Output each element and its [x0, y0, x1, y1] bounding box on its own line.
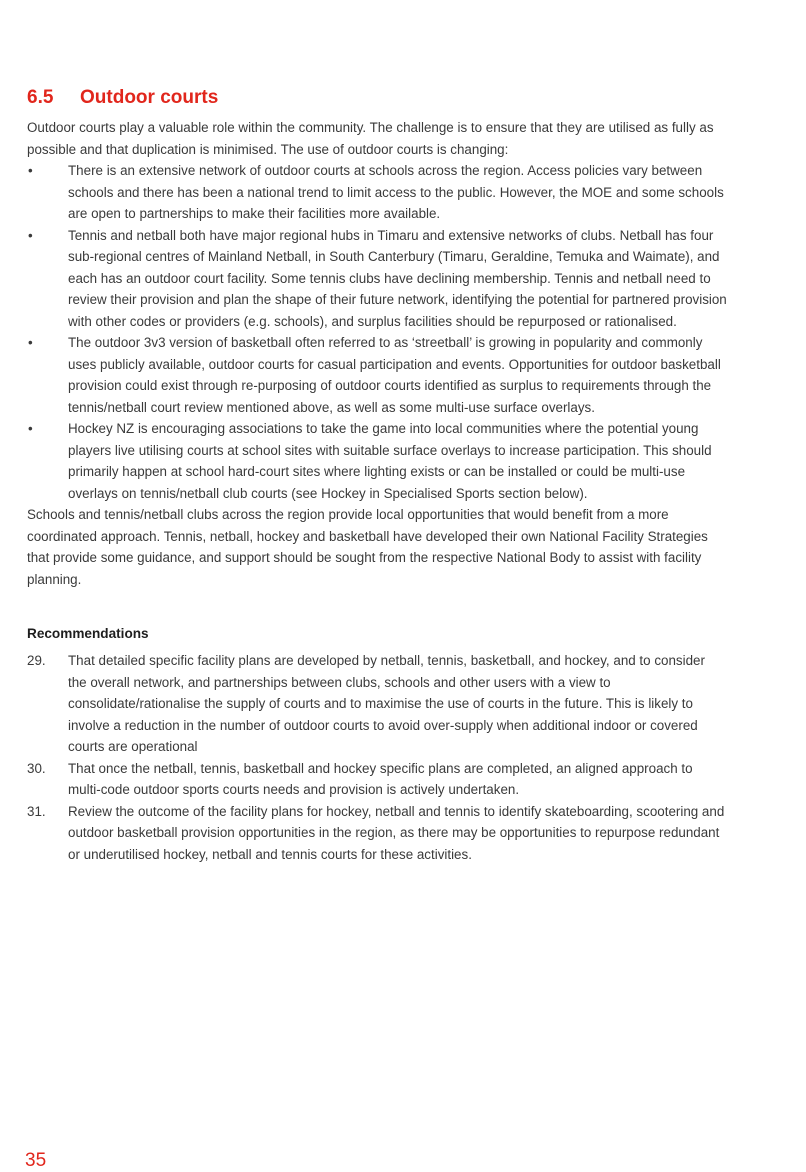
recommendation-number: 31.: [27, 803, 46, 819]
closing-paragraph: Schools and tennis/netball clubs across the region provide local opportunities that would benefit from a more coordinated approach. Tennis, netball, hockey and basketball have developed their own National Facility Strategies that provide some guidance, and support should be sought from the respective National Body to assist with facility planning.: [27, 507, 708, 587]
list-item: [27, 225, 727, 333]
list-item: [27, 332, 727, 418]
list-item: [27, 650, 727, 758]
recommendations-list: [27, 650, 727, 865]
list-item: [27, 758, 727, 801]
section-heading: [27, 86, 727, 110]
list-item: [27, 801, 727, 866]
intro-paragraph: Outdoor courts play a valuable role within the community. The challenge is to ensure that they are utilised as fully as possible and that duplication is minimised. The use of outdoor courts is changing:: [27, 120, 714, 157]
bullet-text: Hockey NZ is encouraging associations to take the game into local communities where the potential young players live utilising courts at school sites with suitable surface overlays to increase participation. This should primarily happen at school hard-court sites where lighting exists or can be installed or could be multi-use overlays on tennis/netball club courts (see Hockey in Specialised Sports section below).: [68, 421, 712, 501]
bullet-text: The outdoor 3v3 version of basketball often referred to as ‘streetball’ is growing in popularity and commonly uses publicly available, outdoor courts for casual participation and events. Opportunities for outdoor basketball provision could exist through re-purposing of outdoor courts identified as surplus to requirements through the tennis/netball court review mentioned above, as well as some multi-use surface overlays.: [68, 335, 721, 415]
list-item: [27, 418, 727, 504]
bullet-text: There is an extensive network of outdoor courts at schools across the region. Access policies vary between schools and there has been a national trend to limit access to the public. However, the MOE and some schools are open to partnerships to make their facilities more available.: [68, 163, 724, 221]
section-title: Outdoor courts: [80, 87, 219, 108]
recommendation-text: Review the outcome of the facility plans for hockey, netball and tennis to identify skateboarding, scootering and outdoor basketball provision opportunities in the region, as there may be opportunities to repurpose redundant or underutilised hockey, netball and tennis courts for these activities.: [68, 803, 725, 862]
section-number: 6.5: [27, 87, 54, 108]
recommendation-text: That once the netball, tennis, basketball and hockey specific plans are completed, an aligned approach to multi-code outdoor sports courts needs and provision is actively undertaken.: [68, 760, 693, 797]
bullet-text: Tennis and netball both have major regional hubs in Timaru and extensive networks of clubs. Netball has four sub-regional centres of Mainland Netball, in South Canterbury (Timaru, Geraldine, Temuka and Waimate), and each has an outdoor court facility. Some tennis clubs have declining membership. Tennis and netball need to review their provision and plan the shape of their future network, identifying the potential for partnered provision with other codes or providers (e.g. schools), and surplus facilities should be repurposed or rationalised.: [68, 227, 727, 329]
list-item: [27, 160, 727, 225]
bullet-icon: •: [28, 335, 33, 350]
recommendation-number: 30.: [27, 760, 46, 776]
page-content: [27, 86, 727, 865]
bullet-list: [27, 160, 727, 504]
bullet-icon: •: [28, 227, 33, 243]
recommendations-heading: Recommendations: [27, 626, 149, 641]
page-number: 35: [25, 1150, 47, 1171]
recommendation-number: 29.: [27, 653, 46, 668]
bullet-icon: •: [28, 163, 33, 178]
recommendation-text: That detailed specific facility plans are developed by netball, tennis, basketball, and hockey, and to consider the overall network, and partnerships between clubs, schools and other users with a view to consolidate/rationalise the supply of courts and to maximise the use of courts in the future. This is likely to involve a reduction in the number of outdoor courts to avoid over-supply when additional indoor or covered courts are operational: [68, 653, 705, 754]
bullet-icon: •: [28, 421, 33, 436]
